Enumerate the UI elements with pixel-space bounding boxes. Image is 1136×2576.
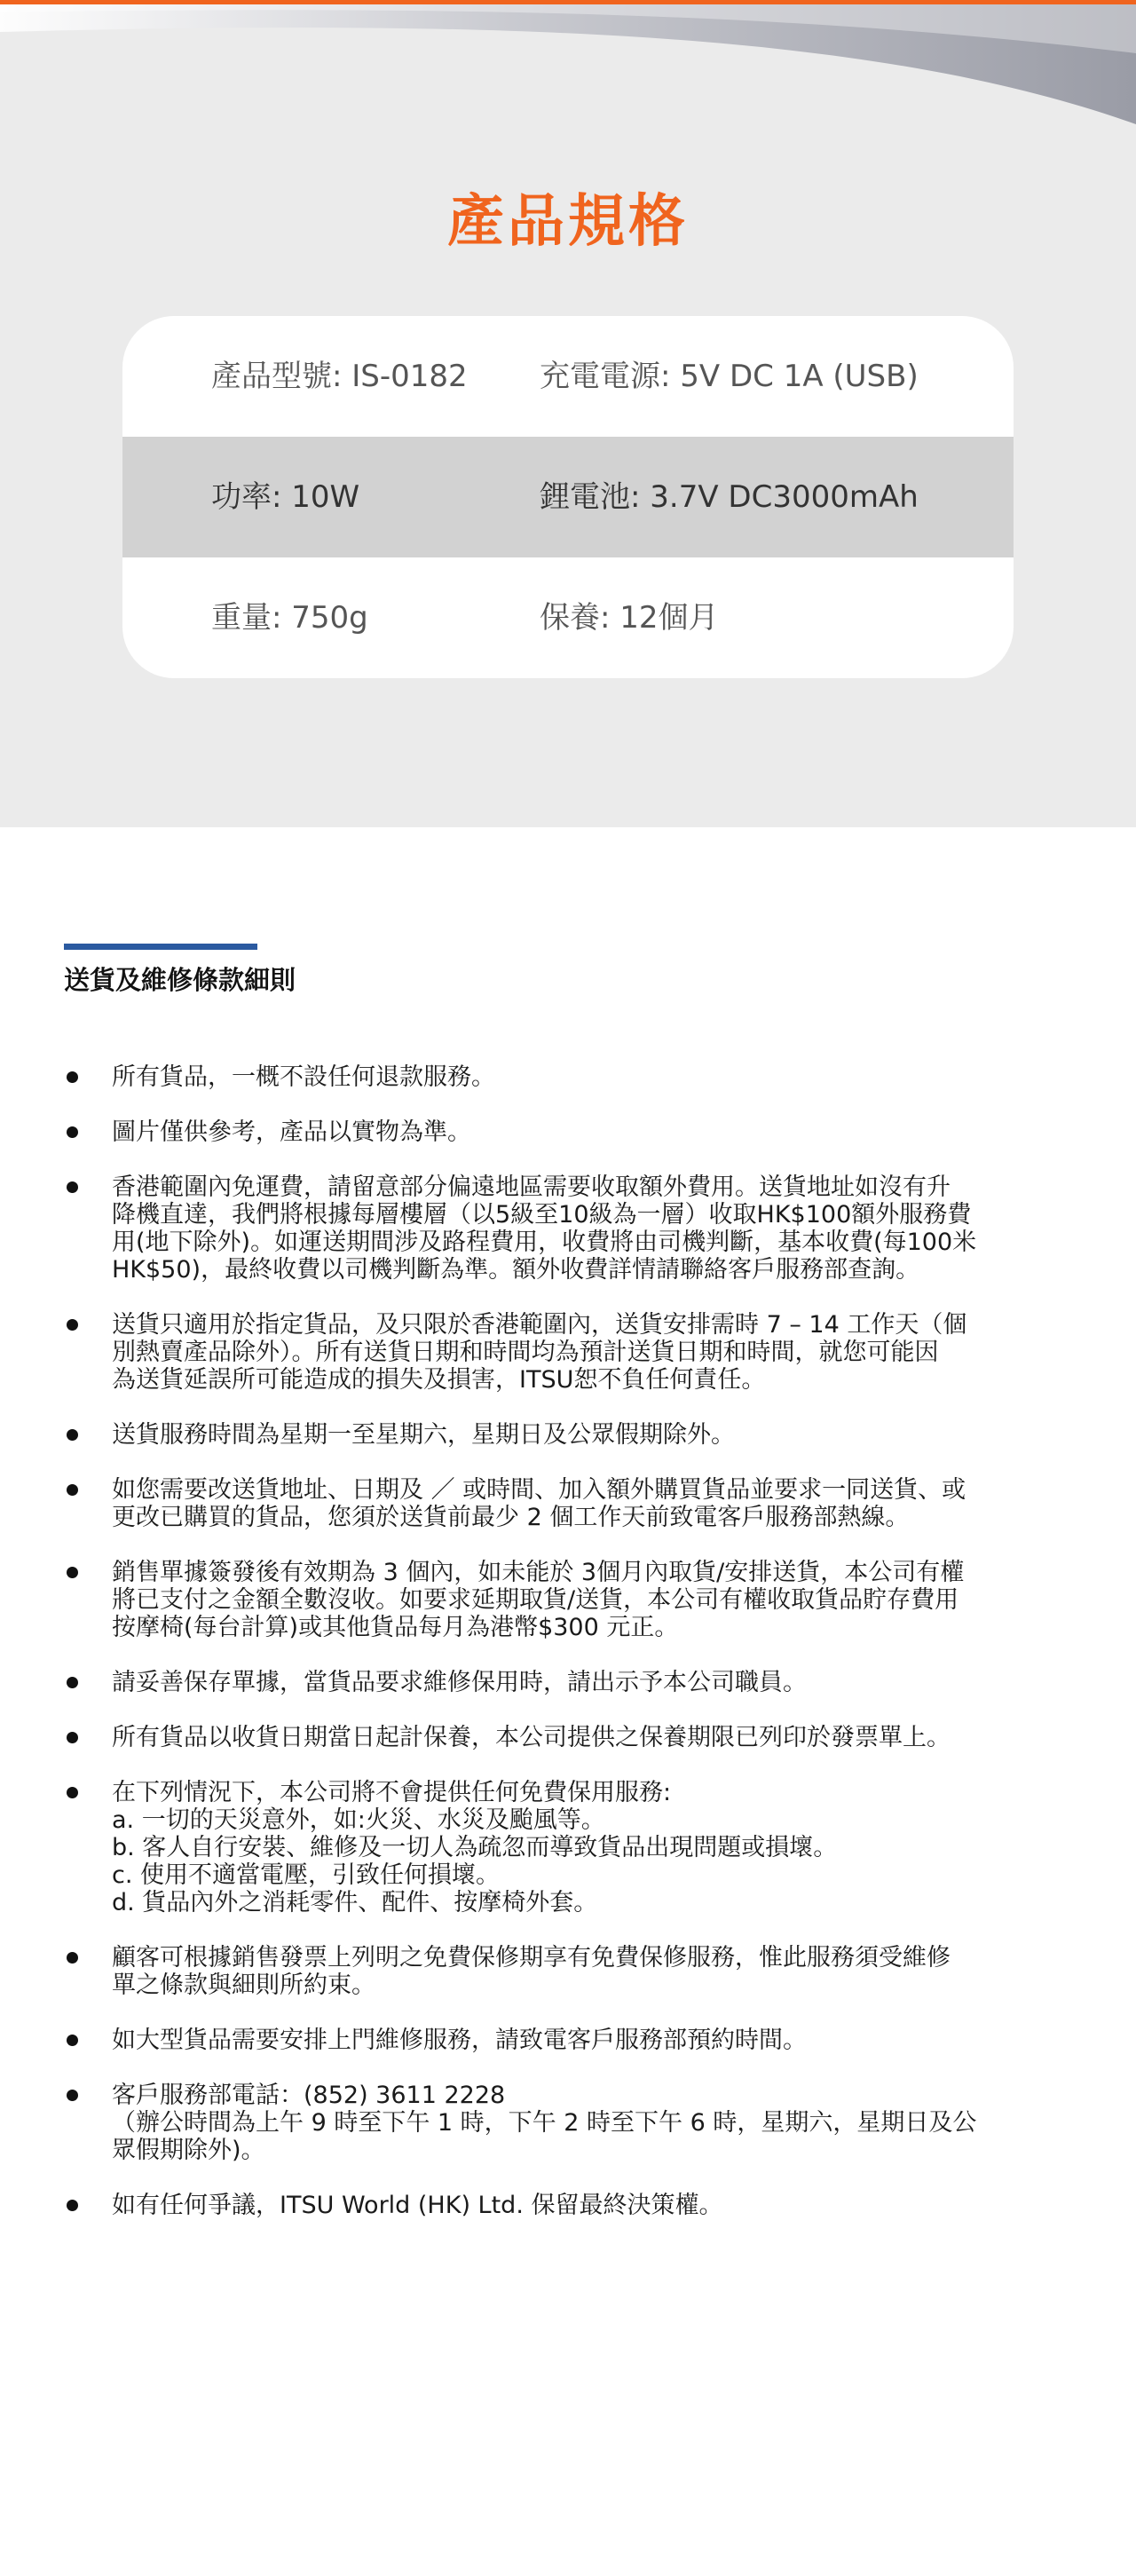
list-item bbox=[64, 1944, 1067, 1999]
term-text: 圖片僅供參考，產品以實物為準。 bbox=[112, 1118, 471, 1146]
bullet-icon bbox=[67, 1181, 78, 1193]
list-item bbox=[64, 1724, 1067, 1751]
spec-model: 產品型號: IS-0182 bbox=[211, 359, 468, 394]
term-text: 請妥善保存單據，當貨品要求維修保用時，請出示予本公司職員。 bbox=[112, 1669, 807, 1696]
bullet-icon bbox=[67, 1677, 78, 1688]
spec-weight: 重量: 750g bbox=[211, 600, 368, 636]
term-text: 送貨只適用於指定貨品，及只限於香港範圍內，送貨安排需時 7 – 14 工作天（個 別熱賣產品除外）。所有送貨日期和時間均為預計送貨日期和時間，就您可能因 為送貨延誤所可能造成的損失及損害，ITSU恕不負任何責任。 bbox=[112, 1311, 967, 1394]
term-text: 送貨服務時間為星期一至星期六，星期日及公眾假期除外。 bbox=[112, 1421, 735, 1449]
bullet-icon bbox=[67, 1732, 78, 1743]
spec-charging-power: 充電電源: 5V DC 1A (USB) bbox=[540, 359, 919, 394]
bullet-icon bbox=[67, 1787, 78, 1798]
terms-list bbox=[64, 1063, 1067, 2247]
term-text: 客戶服務部電話：(852) 3611 2228 （辦公時間為上午 9 時至下午 1 時，下午 2 時至下午 6 時，星期六，星期日及公 眾假期除外)。 bbox=[112, 2082, 977, 2164]
spec-row bbox=[122, 316, 1014, 437]
term-text: 銷售單據簽發後有效期為 3 個內，如未能於 3個月內取貨/安排送貨，本公司有權 將已支付之金額全數沒收。如要求延期取貨/送貨，本公司有權收取貨品貯存費用 按摩椅(每台計算)或其他貨品每月為港幣$300 元正。 bbox=[112, 1559, 965, 1641]
term-text: 顧客可根據銷售發票上列明之免費保修期享有免費保修服務，惟此服務須受維修 單之條款與細則所約束。 bbox=[112, 1944, 951, 1999]
bullet-icon bbox=[67, 1126, 78, 1138]
term-text: 如有任何爭議，ITSU World (HK) Ltd. 保留最終決策權。 bbox=[112, 2192, 723, 2219]
bullet-icon bbox=[67, 1952, 78, 1964]
spec-battery: 鋰電池: 3.7V DC3000mAh bbox=[540, 479, 919, 515]
spec-title: 產品規格 bbox=[447, 189, 689, 255]
spec-warranty: 保養: 12個月 bbox=[540, 600, 719, 636]
terms-heading-bar bbox=[64, 944, 257, 950]
terms-heading: 送貨及維修條款細則 bbox=[64, 965, 296, 995]
spec-row bbox=[122, 437, 1014, 557]
term-text: 香港範圍內免運費，請留意部分偏遠地區需要收取額外費用。送貨地址如沒有升 降機直達，我們將根據每層樓層（以5級至10級為一層）收取HK$100額外服務費 用(地下除外)。如運送期間涉及路程費用，收費將由司機判斷，基本收費(每100米 HK$50)，最終收費以司機判斷為準。額外收費詳情請聯絡客戶服務部查詢。 bbox=[112, 1173, 977, 1284]
bullet-icon bbox=[67, 1319, 78, 1331]
list-item bbox=[64, 1476, 1067, 1531]
bullet-icon bbox=[67, 2035, 78, 2046]
list-item bbox=[64, 1421, 1067, 1449]
list-item bbox=[64, 2082, 1067, 2164]
list-item bbox=[64, 1063, 1067, 1091]
bullet-icon bbox=[67, 2200, 78, 2211]
list-item bbox=[64, 1779, 1067, 1916]
spec-row bbox=[122, 557, 1014, 678]
list-item bbox=[64, 2192, 1067, 2219]
bullet-icon bbox=[67, 1567, 78, 1578]
list-item bbox=[64, 1669, 1067, 1696]
spec-section bbox=[0, 0, 1136, 827]
top-decor-swoosh bbox=[0, 0, 1136, 133]
bullet-icon bbox=[67, 1429, 78, 1441]
list-item bbox=[64, 1118, 1067, 1146]
list-item bbox=[64, 1311, 1067, 1394]
term-text: 如您需要改送貨地址、日期及 ／ 或時間、加入額外購買貨品並要求一同送貨、或 更改已購買的貨品，您須於送貨前最少 2 個工作天前致電客戶服務部熱線。 bbox=[112, 1476, 966, 1531]
term-text: 所有貨品，一概不設任何退款服務。 bbox=[112, 1063, 495, 1091]
list-item bbox=[64, 1173, 1067, 1284]
list-item bbox=[64, 1559, 1067, 1641]
term-text: 所有貨品以收貨日期當日起計保養，本公司提供之保養期限已列印於發票單上。 bbox=[112, 1724, 951, 1751]
term-text: 如大型貨品需要安排上門維修服務，請致電客戶服務部預約時間。 bbox=[112, 2027, 807, 2054]
term-text: 在下列情況下，本公司將不會提供任何免費保用服務: a. 一切的天災意外，如:火災、水災及颱風等。 b. 客人自行安裝、維修及一切人為疏忽而導致貨品出現問題或損壞。 c. 使用不適當電壓，引致任何損壞。 d. 貨品內外之消耗零件、配件、按摩椅外套。 bbox=[112, 1779, 838, 1916]
list-item bbox=[64, 2027, 1067, 2054]
spec-table bbox=[122, 316, 1014, 678]
bullet-icon bbox=[67, 1071, 78, 1083]
bullet-icon bbox=[67, 1484, 78, 1496]
bullet-icon bbox=[67, 2090, 78, 2101]
spec-wattage: 功率: 10W bbox=[211, 479, 360, 515]
